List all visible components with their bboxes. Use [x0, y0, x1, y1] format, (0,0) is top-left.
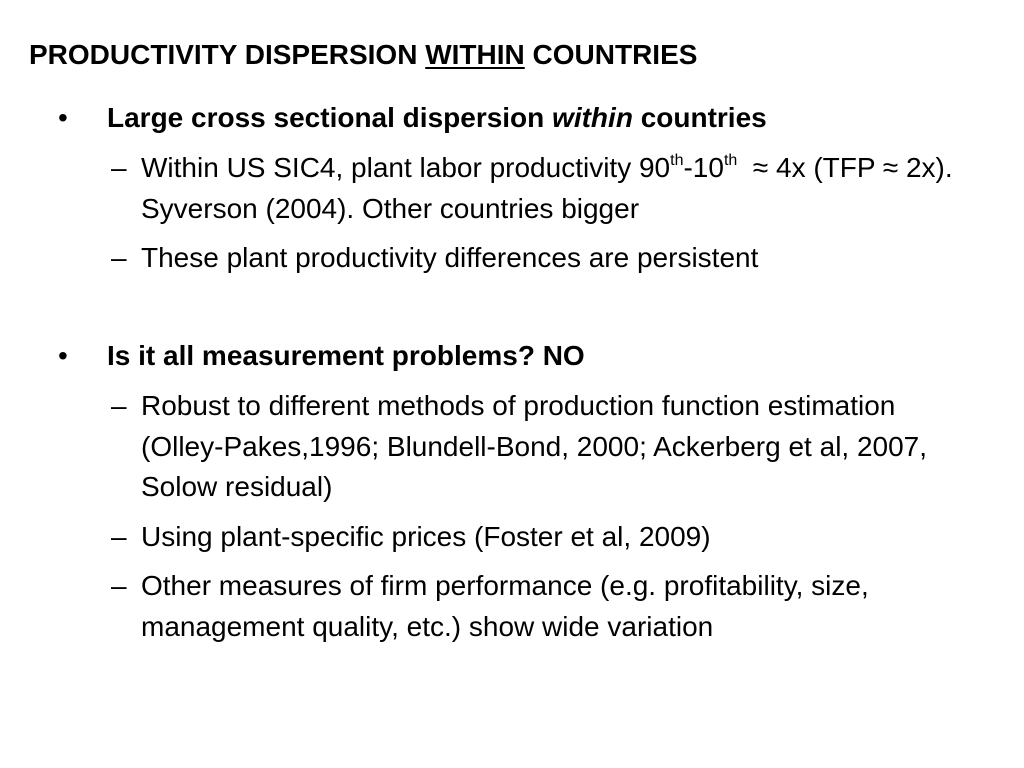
- sub-point-text: Robust to different methods of production function estimation (Olley-Pakes,1996; Blundell-Bond, 2000; Ackerberg et al, 2007, Solow residual): [141, 390, 928, 502]
- sub-point-text: Other measures of firm performance (e.g. profitability, size, management quality, etc.) show wide variation: [141, 570, 869, 642]
- sub-point-text-c: ≈ 4x (TFP ≈ 2x). Syverson (2004). Other countries bigger: [141, 152, 961, 224]
- slide-title: [29, 36, 697, 74]
- bullet-text-start: Large cross sectional dispersion: [107, 102, 553, 133]
- sub-point-robust: [111, 386, 981, 508]
- sub-point-text: These plant productivity differences are persistent: [141, 242, 759, 273]
- sub-point-marker: –: [111, 570, 127, 601]
- sub-point-text-a: Within US SIC4, plant labor productivity 90: [141, 152, 671, 183]
- bullet-marker: •: [58, 340, 68, 371]
- title-text-start: PRODUCTIVITY DISPERSION: [29, 39, 426, 70]
- bullet-point-measurement: [58, 337, 585, 375]
- bullet-text-end: countries: [632, 102, 767, 133]
- sub-point-text-b: -10: [683, 152, 724, 183]
- bullet-marker: •: [58, 102, 68, 133]
- sub-point-marker: –: [111, 521, 127, 552]
- bullet-emphasis: within: [552, 102, 633, 133]
- sub-point-text: Using plant-specific prices (Foster et al, 2009): [141, 521, 711, 552]
- title-underlined-word: WITHIN: [425, 39, 525, 70]
- bullet-text: Is it all measurement problems? NO: [107, 340, 585, 371]
- superscript-th: th: [670, 152, 684, 169]
- superscript-th: th: [723, 152, 738, 169]
- sub-point-firm-performance: [111, 566, 981, 647]
- sub-point-marker: –: [111, 242, 127, 273]
- title-text-end: COUNTRIES: [524, 39, 698, 70]
- sub-point-marker: –: [111, 390, 127, 421]
- bullet-point-dispersion: [58, 99, 767, 137]
- sub-point-sic4: [111, 148, 981, 229]
- sub-point-marker: –: [111, 152, 127, 183]
- sub-point-prices: [111, 517, 981, 558]
- sub-point-persistent: [111, 238, 981, 279]
